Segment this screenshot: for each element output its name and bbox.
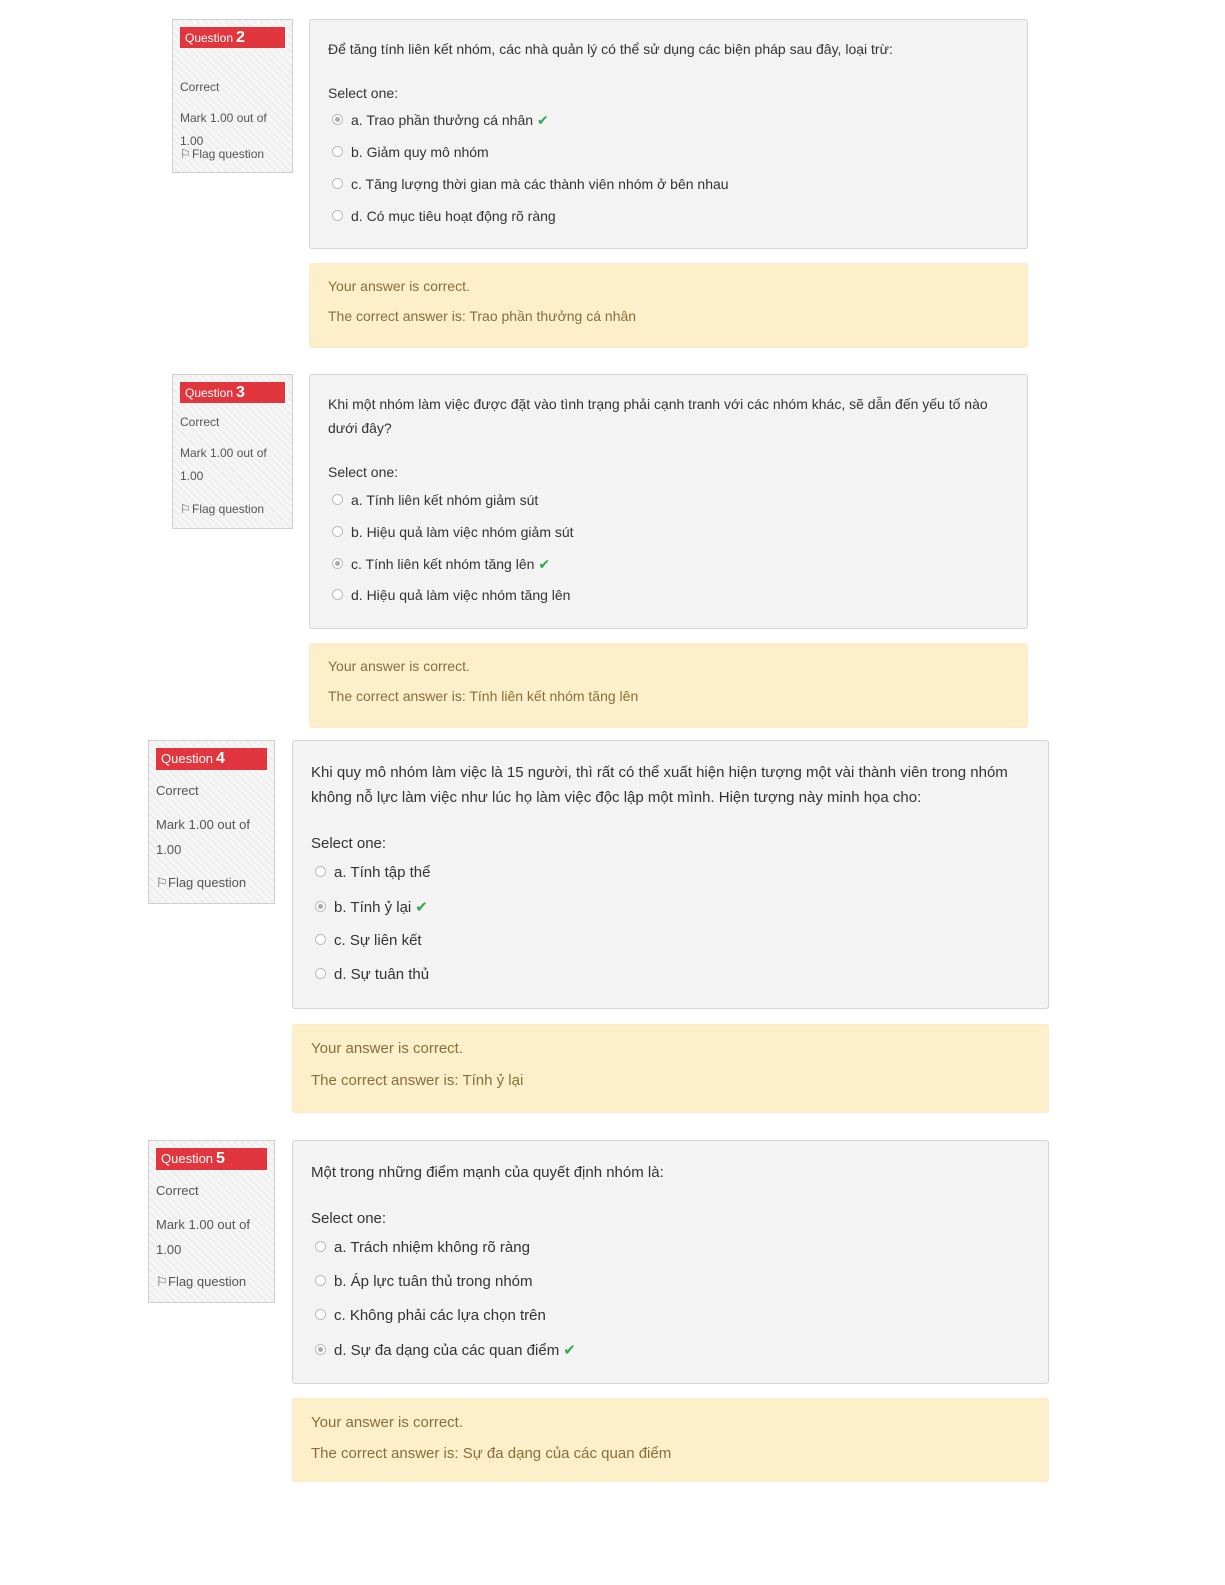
feedback-box: [292, 1024, 1049, 1113]
answer-option[interactable]: [315, 864, 430, 881]
question-state: Correct: [180, 415, 220, 429]
feedback-result: Your answer is correct.: [328, 658, 470, 674]
question-number: 4: [216, 750, 225, 767]
answer-option[interactable]: [315, 1341, 576, 1359]
question-info: [172, 19, 293, 173]
flag-label: Flag question: [168, 875, 247, 890]
question-number: 5: [216, 1150, 225, 1167]
radio-button[interactable]: [332, 589, 343, 600]
question-number: 3: [236, 384, 245, 401]
answer-label: b. Tính ỷ lại: [334, 899, 412, 916]
grade-line-1: Mark 1.00 out of: [156, 817, 250, 832]
radio-button[interactable]: [315, 968, 326, 979]
feedback-correct-answer: The correct answer is: Tính liên kết nhóm tăng lên: [328, 688, 639, 704]
radio-button[interactable]: [315, 934, 326, 945]
radio-button[interactable]: [332, 178, 343, 189]
question-state: Correct: [156, 783, 199, 798]
radio-button[interactable]: [315, 901, 326, 912]
question-content: [292, 740, 1049, 1009]
question-info: [148, 1140, 275, 1303]
feedback-result: Your answer is correct.: [328, 278, 470, 294]
question-grade: [180, 442, 267, 488]
feedback-correct-answer: The correct answer is: Tính ỷ lại: [311, 1072, 524, 1089]
check-icon: ✔: [415, 899, 428, 916]
answer-label: a. Tính liên kết nhóm giảm sút: [351, 492, 539, 508]
grade-line-2: 1.00: [180, 134, 204, 148]
feedback-result: Your answer is correct.: [311, 1414, 464, 1431]
flag-question-link[interactable]: [180, 147, 264, 161]
answer-label: d. Sự tuân thủ: [334, 966, 430, 983]
check-icon: ✔: [537, 112, 549, 128]
grade-line-1: Mark 1.00 out of: [180, 111, 267, 125]
question-content: [309, 374, 1028, 629]
flag-label: Flag question: [168, 1274, 247, 1289]
flag-question-link[interactable]: [180, 502, 264, 516]
radio-button[interactable]: [315, 1241, 326, 1252]
flag-icon: ⚐: [156, 1274, 168, 1289]
select-one-prompt: Select one:: [328, 464, 399, 480]
grade-line-2: 1.00: [156, 1242, 182, 1257]
radio-button[interactable]: [315, 1344, 326, 1355]
question-number: 2: [236, 29, 245, 46]
answer-label: d. Hiệu quả làm việc nhóm tăng lên: [351, 587, 571, 603]
feedback-box: [309, 643, 1028, 728]
feedback-box: [309, 263, 1028, 348]
answer-option[interactable]: [315, 1239, 530, 1256]
answer-label: a. Trao phần thưởng cá nhân: [351, 112, 534, 128]
answer-option[interactable]: [332, 144, 489, 160]
radio-button[interactable]: [315, 866, 326, 877]
question-number-badge: [180, 27, 285, 48]
answer-option[interactable]: [332, 556, 550, 573]
answer-label: a. Trách nhiệm không rõ ràng: [334, 1239, 530, 1256]
radio-button[interactable]: [332, 210, 343, 221]
answer-label: a. Tính tập thể: [334, 864, 431, 881]
answer-label: c. Sự liên kết: [334, 932, 422, 949]
answer-option[interactable]: [315, 966, 429, 983]
question-label: Question: [161, 1151, 214, 1166]
answer-label: c. Không phải các lựa chọn trên: [334, 1307, 546, 1324]
question-label: Question: [161, 751, 214, 766]
answer-option[interactable]: [332, 176, 729, 192]
flag-label: Flag question: [192, 147, 265, 161]
question-text: Một trong những điểm mạnh của quyết định nhóm là:: [311, 1164, 664, 1181]
answer-label: b. Giảm quy mô nhóm: [351, 144, 489, 160]
answer-label: b. Hiệu quả làm việc nhóm giảm sút: [351, 524, 574, 540]
radio-button[interactable]: [332, 494, 343, 505]
flag-icon: ⚐: [156, 875, 168, 890]
feedback-result: Your answer is correct.: [311, 1040, 464, 1057]
answer-option[interactable]: [315, 932, 422, 949]
answer-option[interactable]: [315, 1307, 546, 1324]
check-icon: ✔: [538, 556, 551, 572]
answer-option[interactable]: [332, 524, 574, 540]
question-content: [309, 19, 1028, 249]
flag-question-link[interactable]: [156, 1274, 246, 1290]
grade-line-2: 1.00: [156, 842, 182, 857]
question-info: [172, 374, 293, 529]
radio-button[interactable]: [332, 526, 343, 537]
question-number-badge: [156, 748, 267, 770]
radio-button[interactable]: [332, 114, 343, 125]
answer-option[interactable]: [332, 587, 570, 603]
question-text: Khi một nhóm làm việc được đặt vào tình trạng phải cạnh tranh với các nhóm khác, sẽ dẫn đến yếu tố nào dưới đây?: [328, 396, 988, 436]
answer-option[interactable]: [315, 898, 428, 916]
answer-label: c. Tăng lượng thời gian mà các thành viên nhóm ở bên nhau: [351, 176, 729, 192]
answer-option[interactable]: [315, 1273, 533, 1290]
select-one-prompt: Select one:: [311, 1210, 387, 1227]
grade-line-2: 1.00: [180, 469, 204, 483]
flag-icon: ⚐: [180, 147, 191, 161]
answer-option[interactable]: [332, 492, 538, 508]
question-grade: [156, 1212, 250, 1262]
grade-line-1: Mark 1.00 out of: [156, 1217, 250, 1232]
answer-label: d. Sự đa dạng của các quan điểm: [334, 1342, 560, 1359]
question-label: Question: [185, 31, 234, 45]
feedback-correct-answer: The correct answer is: Sự đa dạng của các quan điểm: [311, 1445, 672, 1462]
radio-button[interactable]: [332, 146, 343, 157]
question-text: Khi quy mô nhóm làm việc là 15 người, thì rất có thể xuất hiện hiện tượng một vài thành viên trong nhóm không nỗ lực làm việc như lúc họ làm việc độc lập một mình. Hiện tượng này minh họa cho:: [311, 764, 1008, 806]
question-info: [148, 740, 275, 904]
radio-button[interactable]: [315, 1309, 326, 1320]
feedback-box: [292, 1398, 1049, 1482]
check-icon: ✔: [563, 1342, 576, 1359]
flag-icon: ⚐: [180, 502, 191, 516]
grade-line-1: Mark 1.00 out of: [180, 446, 267, 460]
flag-label: Flag question: [192, 502, 265, 516]
answer-option[interactable]: [332, 112, 549, 129]
radio-button[interactable]: [315, 1275, 326, 1286]
question-content: [292, 1140, 1049, 1384]
question-number-badge: [156, 1148, 267, 1170]
answer-label: c. Tính liên kết nhóm tăng lên: [351, 556, 535, 572]
question-state: Correct: [180, 80, 220, 94]
question-text: Để tăng tính liên kết nhóm, các nhà quản lý có thể sử dụng các biện pháp sau đây, loại trừ:: [328, 41, 893, 57]
feedback-correct-answer: The correct answer is: Trao phần thưởng cá nhân: [328, 308, 637, 324]
answer-label: d. Có mục tiêu hoạt động rõ ràng: [351, 208, 556, 224]
flag-question-link[interactable]: [156, 875, 246, 891]
question-number-badge: [180, 382, 285, 403]
question-grade: [156, 812, 250, 862]
radio-button[interactable]: [332, 558, 343, 569]
question-state: Correct: [156, 1183, 199, 1198]
answer-label: b. Áp lực tuân thủ trong nhóm: [334, 1273, 533, 1290]
select-one-prompt: Select one:: [328, 85, 399, 101]
question-label: Question: [185, 386, 234, 400]
select-one-prompt: Select one:: [311, 835, 387, 852]
answer-option[interactable]: [332, 208, 556, 224]
